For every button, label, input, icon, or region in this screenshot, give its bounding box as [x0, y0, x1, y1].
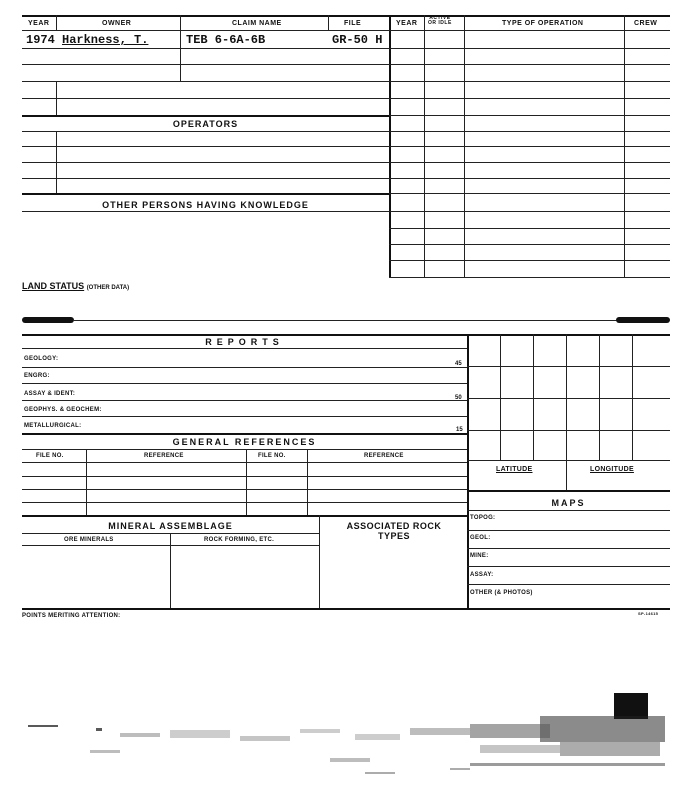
entry-year: 1974 [26, 33, 55, 47]
col-header-active-or-idle: ACTIVE OR IDLE [428, 15, 452, 26]
gr-col-reference-2: REFERENCE [364, 453, 404, 459]
section-general-references: GENERAL REFERENCES [172, 437, 317, 447]
entry-claim-name: TEB 6-6A-6B [186, 33, 266, 47]
map-mine: MINE: [470, 553, 489, 559]
report-metallurgical-num: 15 [456, 427, 463, 433]
longitude-label: LONGITUDE [590, 466, 634, 473]
report-assay-ident: ASSAY & IDENT: [24, 391, 76, 397]
report-geology-num: 45 [455, 361, 462, 367]
map-geol: GEOL: [470, 535, 491, 541]
report-assay-num: 50 [455, 395, 462, 401]
section-reports: REPORTS [205, 337, 284, 347]
land-status-label: LAND STATUS [22, 281, 85, 291]
col-header-year-2: YEAR [396, 20, 418, 27]
land-status-sub: (OTHER DATA) [86, 285, 130, 291]
section-associated-rock-types: ASSOCIATED ROCK TYPES [346, 521, 442, 541]
report-engrg: ENGRG: [24, 373, 50, 379]
gr-col-file-no-1: FILE NO. [36, 453, 64, 459]
map-other-photos: OTHER (& PHOTOS) [470, 590, 533, 596]
col-header-claim-name: CLAIM NAME [232, 20, 282, 27]
map-topog: TOPOG: [470, 515, 496, 521]
col-header-crew: CREW [634, 20, 658, 27]
col-header-year: YEAR [28, 20, 50, 27]
gr-col-file-no-2: FILE NO. [258, 453, 286, 459]
mineral-col-ore: ORE MINERALS [64, 537, 114, 543]
entry-file: GR-50 H [332, 33, 383, 47]
map-assay: ASSAY: [470, 572, 494, 578]
section-other-persons: OTHER PERSONS HAVING KNOWLEDGE [102, 200, 309, 210]
col-header-file: FILE [344, 20, 362, 27]
latitude-label: LATITUDE [496, 466, 533, 473]
points-meriting-attention: POINTS MERITING ATTENTION: [22, 613, 121, 619]
mineral-col-rock-forming: ROCK FORMING, ETC. [204, 537, 275, 543]
entry-owner: Harkness, T. [62, 33, 149, 47]
report-geophys-geochem: GEOPHYS. & GEOCHEM: [24, 407, 102, 413]
gr-col-reference-1: REFERENCE [144, 453, 184, 459]
col-header-type-of-operation: TYPE OF OPERATION [502, 20, 584, 27]
report-metallurgical: METALLURGICAL: [24, 423, 82, 429]
col-header-owner: OWNER [102, 20, 132, 27]
report-geology: GEOLOGY: [24, 356, 59, 362]
section-mineral-assemblage: MINERAL ASSEMBLAGE [108, 521, 233, 531]
section-maps: MAPS [551, 498, 586, 508]
form-code: SP-14615 [638, 611, 659, 616]
section-operators: OPERATORS [172, 119, 239, 129]
